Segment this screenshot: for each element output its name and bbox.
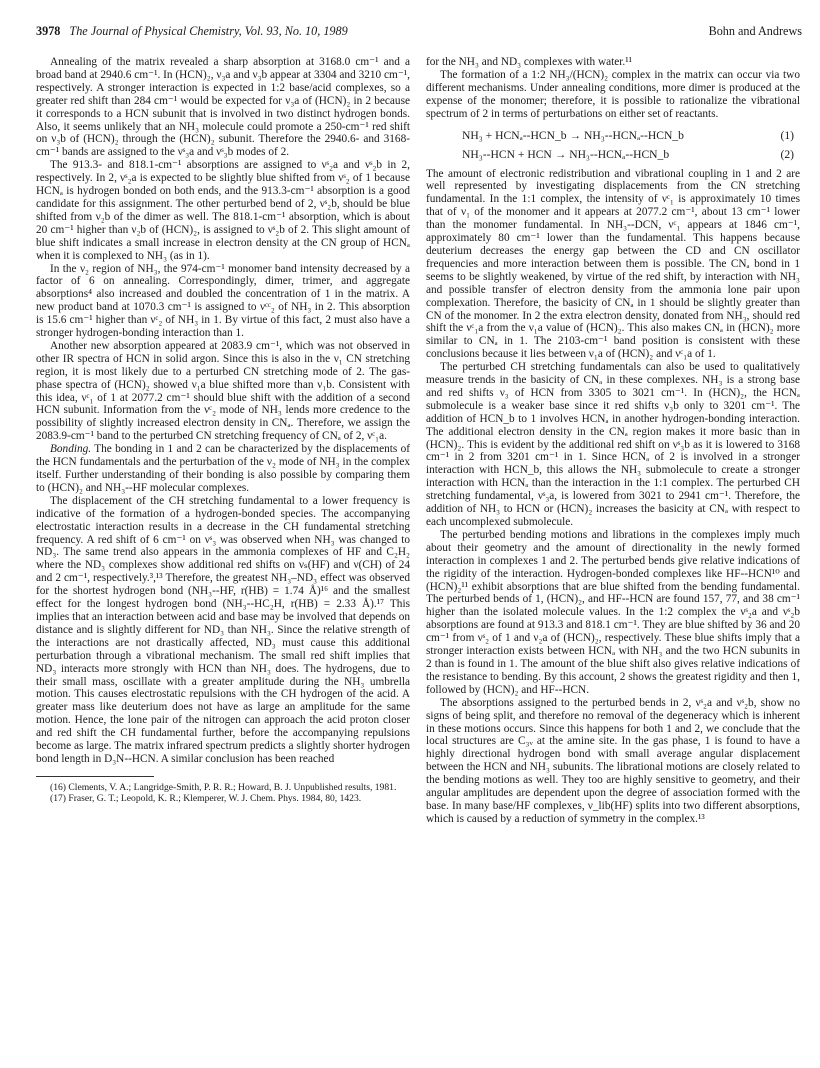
footnote-rule (36, 776, 154, 777)
equation-2 (426, 145, 800, 164)
footnote-16: (16) Clements, V. A.; Langridge-Smith, P. R. R.; Howard, B. J. Unpublished results, 1981. (50, 781, 397, 793)
left-column (36, 56, 410, 804)
footnote-17: (17) Fraser, G. T.; Leopold, K. R.; Klemperer, W. J. Chem. Phys. 1984, 80, 1423. (50, 792, 362, 804)
paragraph-degeneracy: The absorptions assigned to the perturbed bends in 2, νˢ₂a and νˢ₂b, show no signs of being split, and therefore no removal of the degeneracy which is inherent in these motions occurs. Since this happens for both 1 and 2, we conclude that the local structures are C₃ᵥ at the amine site. In the gas phase, 1 is found to have a highly directional hydrogen bond with small average angular displacement between the HCN and NH₃ subunits. The librational motions are closely related to the bending motions as well. They too are highly sensitive to geometry, and their angular amplitudes are dependent upon the degree of association formed with the base. In many base/HF complexes, ν_lib(HF) splits into two different absorptions, which is caused by a reduction of symmetry in the complex.¹³ (426, 696, 800, 825)
equation-2-number: (2) (780, 147, 794, 161)
equation-2-text: NH₃--HCN + HCN → NH₃--HCNₐ--HCN_b (462, 147, 670, 161)
paragraph-bends: The 913.3- and 818.1-cm⁻¹ absorptions are assigned to νˢ₂a and νˢ₂b in 2, respectively. In 2, νˢ₂a is expected to be slightly blue shifted from νˢ₂ of 1 because HCNₐ is hydrogen bonded on both ends, and the 913.3-cm⁻¹ absorption is a good candidate for this assignment. The other perturbed bend of 2, νˢ₂b, should be blue shifted from ν₂b of the dimer as well. The 818.1-cm⁻¹ absorption, which is about 20 cm⁻¹ higher than ν₂b of (HCN)₂, is assigned to νˢ₂b of 2. This slight amount of blue shift indicates a small increase in electron density at the CN group of HCNₐ when it is complexed to NH₃ (as in 1). (36, 159, 410, 262)
paragraph-annealing: Annealing of the matrix revealed a sharp absorption at 3168.0 cm⁻¹ and a broad band at 2940.6 cm⁻¹. In (HCN)₂, ν₃a and ν₃b appear at 3304 and 3210 cm⁻¹, respectively. A stronger interaction is expected in 1:2 base/acid complexes, so a greater red shift than 284 cm⁻¹ would be expected for ν₃a of (HCN)₂ in 2 because it corresponds to a HCN subunit that is involved in two distinct hydrogen bonds. Also, it seems unlikely that an NH₃ molecule could promote a 250-cm⁻¹ red shift on ν₃b of (HCN)₂ through the (HCN)₂ subunit. Therefore the 2940.6- and 3168-cm⁻¹ bands are assigned to the νˢ₃a and νˢ₃b modes of 2. (36, 56, 410, 159)
equation-1-number: (1) (780, 128, 794, 142)
paragraph-bending-motions: The perturbed bending motions and librations in the complexes imply much about their geometry and the amount of directionality in the newly formed interaction in complexes 1 and 2. The perturbed bends give relative indications of the rigidity of the interaction. Hydrogen-bonded complexes like HF--HCN¹⁰ and (HCN)₂¹¹ exhibit absorptions that are blue shifted from the bending fundamental. The perturbed bends of 1, (HCN)₂, and HF--HCN are found 157, 77, and 38 cm⁻¹ higher than the isolated molecule values. In the 1:2 complex the νˢ₂a and νˢ₂b absorptions are found at 913.3 and 818.1 cm⁻¹. They are blue shifted by 36 and 20 cm⁻¹ from νˢ₂ of 1 and ν₂a of (HCN)₂, respectively. These blue shifts imply that a stronger interaction exists between HCNₐ with NH₃ and the two HCN subunits in 2 than is found in 1. The amount of the blue shift also gives relative indications of the resistance to bending. By this account, 2 shows the greatest rigidity and then 1, followed by (HCN)₂ and HF--HCN. (426, 528, 800, 696)
right-column (426, 56, 800, 826)
page-number: 3978 (36, 24, 61, 38)
paragraph-ch-basicity: The perturbed CH stretching fundamentals can also be used to qualitatively measure trends in the basicity of CNₐ in these complexes. NH₃ is a strong base and red shifts ν₃ of HCN from 3305 to 3021 cm⁻¹. In (HCN)₂, the HCNₐ submolecule is a weaker base since it red shifts ν₃b only to 3201 cm⁻¹. The addition of HCN_b to 1 involves HCNₐ in another hydrogen-bonding interaction. The additional electron density in the CNₐ region makes it more basic than in (HCN)₂. This is evident by the additional red shift on νˢ₃b as it is lowered to 3168 cm⁻¹ in 2 from 3201 cm⁻¹ in 1. Since HCNₐ of 2 is involved in a stronger interaction with HCN_b, this allows the NH₃ submolecule to create a stronger interaction with HCNₐ than the interaction in the 1:1 complex. The perturbed CH stretching fundamental, νˢ₃a, is lowered from 3021 to 2941 cm⁻¹. Therefore, the addition of NH₃ to HCN or (HCN)₂ increases the basicity at CNₐ with respect to each uncomplexed submolecule. (426, 361, 800, 528)
paragraph-cn-stretch: Another new absorption appeared at 2083.9 cm⁻¹, which was not observed in other IR spectra of HCN in solid argon. Since this is also in the ν₁ CN stretching region, it is most likely due to a perturbed CN stretching mode of 2. The gas-phase spectra of (HCN)₂ showed ν₁a blue shifted more than ν₁b. Consistent with this idea, νᶜ₁ of 1 at 2077.2 cm⁻¹ should blue shift with the addition of a second HCN subunit. Information from the νᶜ₂ mode of NH₃ lends more credence to the possibility of slightly increased electron density in CNₐ. Therefore, we assign the 2083.9-cm⁻¹ band to the perturbed CN stretching frequency of CNₐ of 2, νᶜ₁a. (36, 339, 410, 443)
paragraph-formation: The formation of a 1:2 NH₃/(HCN)₂ complex in the matrix can occur via two different mechanisms. Under annealing conditions, more dimer is produced at the expense of the monomer; therefore, it is possible to rationalize the vibrational spectrum of 2 in terms of perturbations on either set of reactants. (426, 68, 800, 120)
running-authors: Bohn and Andrews (708, 24, 802, 38)
equation-1-text: NH₃ + HCNₐ--HCN_b → NH₃--HCNₐ--HCN_b (462, 128, 684, 142)
paragraph-nh3-region: In the ν₂ region of NH₃, the 974-cm⁻¹ monomer band intensity decreased by a factor of 6 on annealing. Correspondingly, dimer, trimer, and aggregate absorptions⁴ also increased and doubled the concentration of 1 in the matrix. A new product band at 1070.3 cm⁻¹ is assigned to νᶜᶜ₂ of NH₃ in 2. This absorption is 15.6 cm⁻¹ higher than νᶜ₂ of NH₃ in 1. By virtue of this fact, 2 must also have a stronger hydrogen-bonding interaction than 1. (36, 262, 410, 340)
paragraph-electronic-redistribution: The amount of electronic redistribution and vibrational coupling in 1 and 2 are well represented by investigating displacements from the CN stretching fundamental. In the 1:1 complex, the intensity of νᶜ₁ is approximately 10 times that of ν₁ of the monomer and it appears at 2077.2 cm⁻¹, about 13 cm⁻¹ lower than the monomer fundamental. In NH₃--DCN, νᶜ₁ appears at 1846 cm⁻¹, approximately 80 cm⁻¹ lower than the fundamental. This happens because deuterium decreases the energy gap between the CD and CN oscillator frequencies and more interaction between them is possible. The CNₐ bond in 1 seems to be slightly weakened, by virtue of the red shift, by interaction with NH₃ and possible transfer of electron density from the ammonia lone pair upon complexation. Therefore, the basicity of CNₐ in 1 should be slightly greater than CN of the monomer. In 2 the extra electron density, donated from NH₃, should red shift the νᶜ₁a from the ν₁a value of (HCN)₂. This also makes CNₐ in (HCN)₂ more similar to CNₐ in 1. The 2103-cm⁻¹ band position is consistent with these conclusions because it lies between ν₁a of (HCN)₂ and νᶜ₁a of 1. (426, 167, 800, 361)
page-header (36, 22, 802, 40)
equation-block (426, 126, 800, 164)
bonding-heading: Bonding. (50, 443, 92, 456)
paragraph-ch-displacement: The displacement of the CH stretching fundamental to a lower frequency is indicative of the formation of a hydrogen-bonded species. The accompanying electrostatic interaction results in a decrease in the CH fundamental stretching frequency. A red shift of 6 cm⁻¹ on νˢ₃ was observed when NH₃ was changed to ND₃. The same trend also appears in the ammonia complexes of HF and C₂H₂ where the ND₃ complexes show additional red shifts on νₛ(HF) and ν(CH) of 24 and 2 cm⁻¹, respectively.³,¹³ Therefore, the greatest NH₃–ND₃ effect was observed for the shortest hydrogen bond (NH₃--HF, r(HB) = 1.74 Å)¹⁶ and the smallest effect for the longest hydrogen bond (NH₃--HC₂H, r(HB) = 2.33 Å).¹⁷ This implies that an interaction between acid and base may be involved that depends on distance and is slightly different for ND₃ than NH₃. Since the relative strength of the interactions are not drastically affected, ND₃ must cause this additional perturbation through a vibrational mechanism. The small red shift implies that ND₃ interacts more strongly with HCN than NH₃ does. The hydrogens, due to their small mass, oscillate with a greater amplitude during the NH₃ umbrella motion. This causes electrostatic repulsions with the CH hydrogen of the acid. A greater mass like deuterium does not have as large an amplitude for the same motion. Hence, the lone pair of the nitrogen can approach the acid proton closer and red shift the CH fundamental further, before the accompanying repulsions become as large. The matrix infrared spectrum predicts a slightly shorter hydrogen bond length in D₃N--HCN. A similar conclusion has been reached (36, 494, 410, 765)
bonding-text: The bonding in 1 and 2 can be characterized by the displacements of the HCN fundamentals and the perturbation of the ν₂ mode of NH₃ in the complex itself. Further understanding of their bonding is also possible by comparing them to (HCN)₂ and NH₃--HF molecular complexes. (36, 443, 410, 494)
journal-title: The Journal of Physical Chemistry, Vol. 93, No. 10, 1989 (69, 24, 348, 38)
paragraph-bonding (36, 443, 410, 495)
equation-1 (426, 126, 800, 145)
paragraph-continuation: for the NH₃ and ND₃ complexes with water.¹¹ (426, 56, 633, 68)
